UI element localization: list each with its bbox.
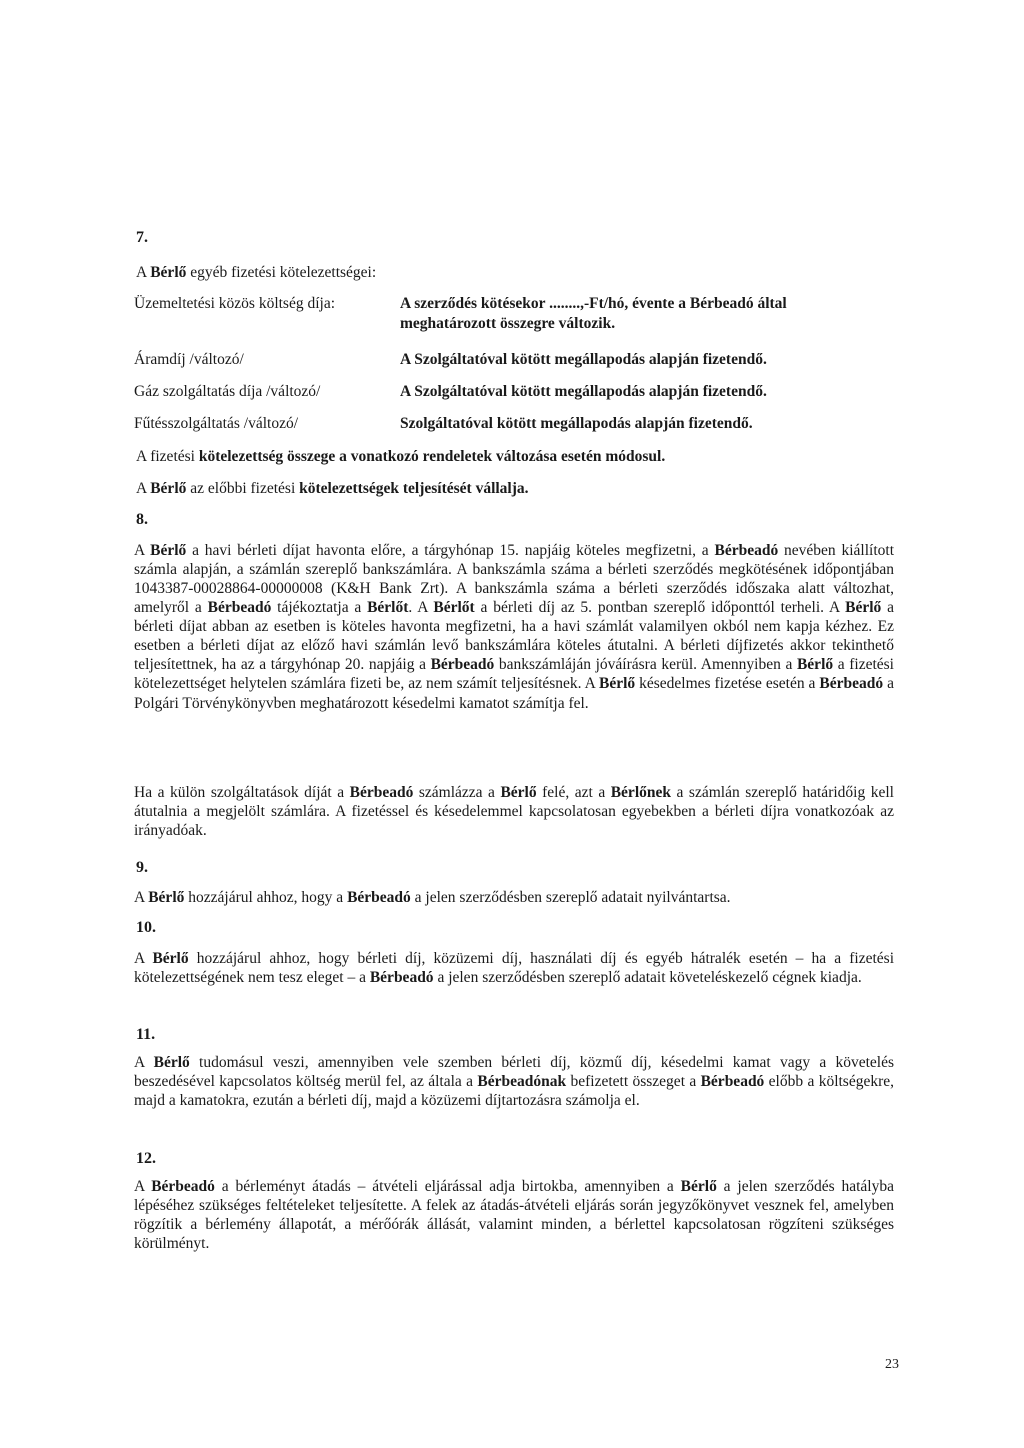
bold-term: Bérlő (796, 656, 834, 674)
text-run: a havi bérleti díjat havonta előre, a tárgyhónap 15. napjáig köteles megfizetni, a (186, 542, 715, 559)
text-run: a jelen szerződésben szereplő adatait nyilvántartsa. (410, 889, 731, 906)
text-run: tudomásul veszi, amennyiben vele szemben bérleti díj, közmű díj, késedelmi kamat vagy a követelés beszedésével kapcsolatos költség merül fel, az általa a (134, 1054, 895, 1091)
fee-value-cont: meghatározott összegre változik. (400, 315, 616, 332)
section-11-paragraph (134, 1053, 894, 1110)
bold-term: Bérbeadó (369, 969, 434, 987)
text-run: a Polgári Törvénykönyvben meghatározott késedelmi kamatot számítja fel. (134, 675, 894, 712)
section-10-paragraph (134, 949, 894, 987)
text-run: számlázza a (413, 784, 501, 801)
text-run: nevében kiállított számla alapján, a számlán szereplő bankszámlára. A bankszámla száma a bérleti szerződés megkötésének időpontjában 1043387-00028864-00000008 (K&H Bank Zrt). A bankszámla száma a bérleti szerződés időszaka alatt változhat, amelyről a (134, 542, 894, 617)
text-run: késedelmes fizetése esetén a (635, 675, 820, 693)
text-run: a bérleményt átadás – átvételi eljárással adja birtokba, amennyiben a (214, 1178, 681, 1195)
intro-text: A (136, 264, 151, 281)
fee-label: Üzemeltetési közös költség díja: (134, 295, 336, 312)
text-run: felé, azt a (536, 784, 611, 801)
bold-term: Bérlő (500, 784, 537, 801)
text-run: előbb a költségekre, majd a kamatokra, ezután a bérleti díj, majd a közüzemi díjtartozásra számolja el. (134, 1073, 895, 1110)
section-9-paragraph (134, 888, 894, 907)
section-11-number: 11. (136, 1026, 156, 1043)
text-run: a jelen szerződés hatályba lépéséhez szükséges feltételeket teljesítette. A felek az átadás-átvételi eljárás során jegyzőkönyvet vesznek fel, amelyben rögzítik a bérlemény állapotát, a mérőórák állását, valamint minden, a bérlettel kapcsolatosan rögzíteni szükséges körülményt. (134, 1178, 894, 1253)
fee-value: A szerződés kötésekor ........,-Ft/hó, évente a Bérbeadó által (400, 295, 787, 312)
intro-bold: Bérlő (150, 264, 187, 281)
text-run: hozzájárul ahhoz, hogy a (184, 889, 348, 906)
text-run: A (134, 889, 149, 906)
text-run: Ha a külön szolgáltatások díját a (134, 784, 350, 801)
bold-term: Bérbeadó (347, 889, 411, 906)
bold-term: Bérlő (148, 889, 185, 906)
bold-term: Bérbeadó (349, 784, 414, 801)
fee-label: Fűtésszolgáltatás /változó/ (134, 415, 299, 432)
bold-term: Bérbeadó (714, 542, 779, 559)
text-run: hozzájárul ahhoz, hogy bérleti díj, közüzemi díj, használati díj és egyéb hátralék esetén – ha a fizetési kötelezettségének nem tesz eleget – a (134, 950, 895, 987)
text-run: A (134, 542, 151, 559)
text-run: . A (408, 599, 434, 617)
text-run: A (134, 1178, 152, 1195)
bold-term: Bérlő (680, 1178, 717, 1195)
bold-term: Bérbeadó (151, 1178, 215, 1195)
fee-value: A Szolgáltatóval kötött megállapodás alapján fizetendő. (400, 383, 767, 400)
bold-term: Bérbeadó (207, 599, 272, 617)
text-run: a számlán szereplő határidőig kell átutalnia a megjelölt számlára. A fizetéssel és késedelemmel kapcsolatosan egyebekben a bérleti díjra vonatkozóak az irányadóak. (134, 784, 894, 840)
text-run: a jelen szerződésben szereplő adatait követeléskezelő cégnek kiadja. (433, 969, 862, 987)
fee-label: Gáz szolgáltatás díja /változó/ (134, 383, 321, 400)
text-run: A (134, 1054, 154, 1071)
text-run: befizetett összeget a (566, 1073, 701, 1091)
section-12-number: 12. (136, 1150, 156, 1167)
section-8-number: 8. (136, 511, 148, 528)
bold-term: Bérlőt (433, 599, 475, 617)
text-run: tájékoztatja a (271, 599, 368, 617)
section-7-intro (136, 263, 376, 282)
section-8-paragraph-2 (134, 783, 894, 840)
section-9-number: 9. (136, 859, 148, 876)
fee-value: Szolgáltatóval kötött megállapodás alapján fizetendő. (400, 415, 753, 432)
bold-term: Bérlő (598, 675, 636, 693)
text-run: a fizetési kötelezettséget helytelen számlára fizeti be, az nem számít teljesítésnek. A (134, 656, 894, 693)
bold-term: Bérlő (845, 599, 882, 617)
section-12-paragraph (134, 1177, 894, 1253)
bold-term: Bérlő (153, 1054, 190, 1071)
section-7-note-1 (136, 447, 665, 466)
bold-term: Bérlőnek (610, 784, 671, 801)
bold-term: Bérlő (152, 950, 189, 967)
section-7-note-2 (136, 479, 529, 498)
note-bold: kötelezettség összege a vonatkozó rendeletek változása esetén módosul. (198, 448, 666, 465)
bold-term: Bérbeadó (819, 675, 884, 693)
fee-label: Áramdíj /változó/ (134, 351, 244, 368)
text-run: A (134, 950, 153, 967)
note-text: A fizetési (136, 448, 199, 465)
note-text: az előbbi fizetési (186, 480, 300, 497)
bold-term: Bérlő (150, 542, 187, 559)
bold-term: Bérbeadó (700, 1073, 765, 1091)
section-10-number: 10. (136, 919, 156, 936)
page-number: 23 (885, 1357, 899, 1372)
note-bold: kötelezettségek teljesítését vállalja. (299, 480, 529, 497)
text-run: a bérleti díjat abban az esetben is köteles havonta megfizetni, ha a havi számlát valamilyen okból nem kapja kézhez. Ez esetben a bérleti díjat az előző havi számlán levő bankszámlára köteles átutalni. A bérleti díjfizetés akkor tekinthető teljesítettnek, ha az a tárgyhónap 20. napjáig a (134, 599, 895, 674)
bold-term: Bérbeadónak (477, 1073, 567, 1091)
bold-term: Bérlőt (367, 599, 409, 617)
bold-term: Bérbeadó (430, 656, 495, 674)
note-text: A (136, 480, 151, 497)
note-bold: Bérlő (150, 480, 187, 497)
section-7-number: 7. (136, 229, 148, 246)
fee-value: A Szolgáltatóval kötött megállapodás alapján fizetendő. (400, 351, 767, 368)
text-run: bankszámláján jóváírásra kerül. Amennyiben a (494, 656, 797, 674)
text-run: a bérleti díj az 5. pontban szereplő időponttól terheli. A (474, 599, 846, 617)
section-8-paragraph-1 (134, 541, 894, 713)
intro-text-end: egyéb fizetési kötelezettségei: (186, 264, 377, 281)
